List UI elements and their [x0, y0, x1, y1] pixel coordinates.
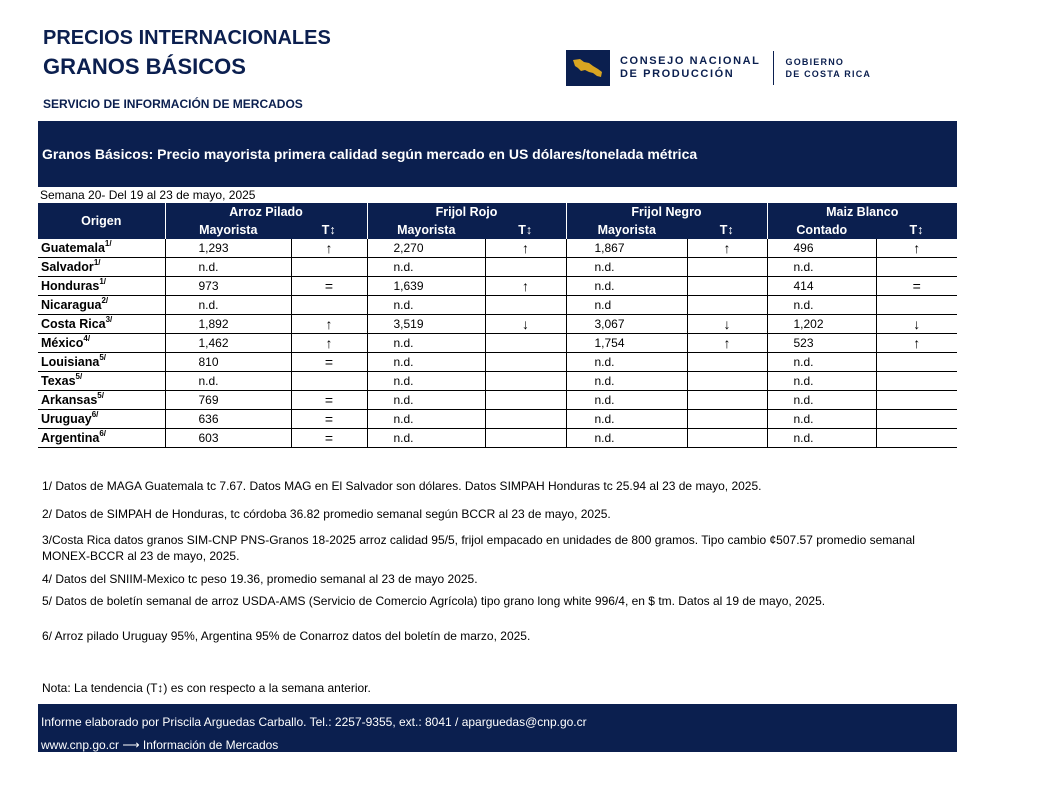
- price-cell: n.d.: [767, 296, 876, 315]
- trend-cell: [291, 258, 367, 277]
- price-cell: n.d.: [566, 277, 687, 296]
- trend-cell: [485, 334, 566, 353]
- price-cell: n.d.: [165, 296, 291, 315]
- trend-cell: ↑: [291, 239, 367, 258]
- trend-cell: [876, 429, 957, 448]
- trend-cell: ↓: [485, 315, 566, 334]
- table-row: [38, 258, 957, 277]
- trend-cell: [876, 296, 957, 315]
- trend-cell: ↑: [485, 277, 566, 296]
- trend-cell: [687, 296, 767, 315]
- price-cell: n.d.: [367, 353, 485, 372]
- price-cell: n.d.: [367, 258, 485, 277]
- trend-cell: [687, 258, 767, 277]
- footnote-3: 3/Costa Rica datos granos SIM-CNP PNS-Granos 18-2025 arroz calidad 95/5, frijol empacado en unidades de 800 gramos. Tipo cambio ¢507.57 promedio semanal MONEX-BCCR al 23 de mayo, 2025.: [42, 533, 915, 563]
- table-row: [38, 296, 957, 315]
- price-cell: n.d.: [367, 372, 485, 391]
- table-row: [38, 410, 957, 429]
- subheader-mayorista: Mayorista: [165, 221, 291, 239]
- price-cell: n.d.: [566, 410, 687, 429]
- subheader-mayorista: Mayorista: [367, 221, 485, 239]
- cnp-logo-text: CONSEJO NACIONAL DE PRODUCCIÓN: [620, 55, 761, 80]
- trend-cell: [291, 296, 367, 315]
- trend-cell: [687, 410, 767, 429]
- table-row: [38, 334, 957, 353]
- subheader-trend: T↕: [687, 221, 767, 239]
- trend-cell: [485, 353, 566, 372]
- trend-cell: ↑: [291, 315, 367, 334]
- trend-cell: [876, 353, 957, 372]
- trend-note: Nota: La tendencia (T↕) es con respecto a la semana anterior.: [42, 681, 371, 695]
- price-cell: n.d.: [367, 296, 485, 315]
- trend-cell: [485, 429, 566, 448]
- price-cell: 1,639: [367, 277, 485, 296]
- price-cell: 1,892: [165, 315, 291, 334]
- price-cell: n.d.: [367, 334, 485, 353]
- group-header-arroz: Arroz Pilado: [165, 203, 367, 221]
- cnp-logo: [566, 50, 871, 86]
- trend-cell: [687, 277, 767, 296]
- row-origin: Uruguay$^{6/}$: [38, 410, 165, 429]
- price-cell: n.d: [566, 296, 687, 315]
- price-cell: 3,067: [566, 315, 687, 334]
- table-row: [38, 353, 957, 372]
- trend-cell: [876, 410, 957, 429]
- service-label: SERVICIO DE INFORMACIÓN DE MERCADOS: [43, 97, 303, 111]
- price-cell: n.d.: [767, 258, 876, 277]
- trend-cell: =: [291, 429, 367, 448]
- row-origin: Texas$^{5/}$: [38, 372, 165, 391]
- price-cell: 973: [165, 277, 291, 296]
- price-cell: n.d.: [566, 258, 687, 277]
- page-title: PRECIOS INTERNACIONALES: [43, 27, 331, 49]
- group-header-frijol-negro: Frijol Negro: [566, 203, 767, 221]
- trend-cell: [687, 372, 767, 391]
- price-cell: 3,519: [367, 315, 485, 334]
- price-cell: n.d.: [165, 372, 291, 391]
- price-cell: 769: [165, 391, 291, 410]
- price-cell: 810: [165, 353, 291, 372]
- trend-cell: ↑: [687, 239, 767, 258]
- price-cell: n.d.: [767, 372, 876, 391]
- report-footer: [38, 704, 957, 752]
- price-cell: 636: [165, 410, 291, 429]
- footer-author: Informe elaborado por Priscila Arguedas Carballo. Tel.: 2257-9355, ext.: 8041 / aparguedas@cnp.go.cr: [41, 715, 587, 729]
- trend-cell: ↑: [876, 239, 957, 258]
- price-cell: n.d.: [767, 429, 876, 448]
- row-origin: Salvador$^{1/}$: [38, 258, 165, 277]
- row-origin: México$^{4/}$: [38, 334, 165, 353]
- row-origin: Costa Rica$^{3/}$: [38, 315, 165, 334]
- table-row: [38, 429, 957, 448]
- trend-cell: ↑: [687, 334, 767, 353]
- trend-cell: =: [291, 391, 367, 410]
- table-banner: Granos Básicos: Precio mayorista primera calidad según mercado en US dólares/tonelada métrica: [38, 121, 957, 187]
- price-cell: n.d.: [566, 372, 687, 391]
- subheader-trend: T↕: [485, 221, 566, 239]
- group-header-maiz-blanco: Maiz Blanco: [767, 203, 957, 221]
- subheader-contado: Contado: [767, 221, 876, 239]
- costa-rica-map-icon: [566, 50, 610, 86]
- price-cell: 1,462: [165, 334, 291, 353]
- row-origin: Nicaragua$^{2/}$: [38, 296, 165, 315]
- trend-cell: ↓: [876, 315, 957, 334]
- trend-cell: =: [291, 410, 367, 429]
- trend-cell: =: [876, 277, 957, 296]
- trend-cell: [485, 410, 566, 429]
- trend-cell: [485, 296, 566, 315]
- row-origin: Guatemala$^{1/}$: [38, 239, 165, 258]
- table-row: [38, 239, 957, 258]
- price-cell: 414: [767, 277, 876, 296]
- trend-cell: [485, 258, 566, 277]
- row-origin: Arkansas$^{5/}$: [38, 391, 165, 410]
- footnote-4: 4/ Datos del SNIIM-Mexico tc peso 19.36, promedio semanal al 23 de mayo 2025.: [42, 572, 478, 586]
- week-label: Semana 20- Del 19 al 23 de mayo, 2025: [40, 188, 256, 202]
- price-cell: 1,867: [566, 239, 687, 258]
- price-cell: n.d.: [367, 391, 485, 410]
- price-cell: n.d.: [566, 391, 687, 410]
- price-cell: n.d.: [767, 353, 876, 372]
- origin-header: Origen: [38, 203, 165, 239]
- trend-cell: [876, 391, 957, 410]
- trend-cell: [876, 258, 957, 277]
- price-cell: 496: [767, 239, 876, 258]
- price-cell: n.d.: [566, 353, 687, 372]
- subheader-mayorista: Mayorista: [566, 221, 687, 239]
- price-cell: 1,754: [566, 334, 687, 353]
- footnote-5: 5/ Datos de boletín semanal de arroz USDA-AMS (Servicio de Comercio Agrícola) tipo grano long white 996/4, en $ tm. Datos al 19 de mayo, 2025.: [42, 594, 826, 608]
- trend-cell: [876, 372, 957, 391]
- price-cell: 1,202: [767, 315, 876, 334]
- row-origin: Louisiana$^{5/}$: [38, 353, 165, 372]
- footer-link[interactable]: www.cnp.go.cr ⟶ Información de Mercados: [41, 738, 279, 752]
- logo-divider: [773, 51, 774, 85]
- price-cell: n.d.: [566, 429, 687, 448]
- trend-cell: ↑: [876, 334, 957, 353]
- table-row: [38, 277, 957, 296]
- trend-cell: [485, 372, 566, 391]
- trend-cell: [485, 391, 566, 410]
- footnote-6: 6/ Arroz pilado Uruguay 95%, Argentina 95% de Conarroz datos del boletín de marzo, 2025.: [42, 629, 531, 643]
- price-cell: 1,293: [165, 239, 291, 258]
- trend-cell: [687, 391, 767, 410]
- footnote-1: 1/ Datos de MAGA Guatemala tc 7.67. Datos MAG en El Salvador son dólares. Datos SIMPAH Honduras tc 25.94 al 23 de mayo, 2025.: [42, 479, 762, 493]
- trend-cell: ↓: [687, 315, 767, 334]
- footnote-2: 2/ Datos de SIMPAH de Honduras, tc córdoba 36.82 promedio semanal según BCCR al 23 de mayo, 2025.: [42, 507, 611, 521]
- trend-cell: [291, 372, 367, 391]
- row-origin: Argentina$^{6/}$: [38, 429, 165, 448]
- price-cell: n.d.: [165, 258, 291, 277]
- price-cell: n.d.: [767, 410, 876, 429]
- trend-cell: [687, 353, 767, 372]
- table-row: [38, 372, 957, 391]
- table-row: [38, 315, 957, 334]
- page-subtitle: GRANOS BÁSICOS: [43, 54, 246, 79]
- price-cell: 523: [767, 334, 876, 353]
- trend-cell: ↑: [291, 334, 367, 353]
- price-cell: 603: [165, 429, 291, 448]
- trend-cell: =: [291, 353, 367, 372]
- trend-cell: [687, 429, 767, 448]
- gobierno-logo-text: GOBIERNO DE COSTA RICA: [785, 57, 872, 79]
- table-row: [38, 391, 957, 410]
- subheader-trend: T↕: [876, 221, 957, 239]
- price-cell: n.d.: [367, 429, 485, 448]
- row-origin: Honduras$^{1/}$: [38, 277, 165, 296]
- price-cell: 2,270: [367, 239, 485, 258]
- price-cell: n.d.: [767, 391, 876, 410]
- trend-cell: ↑: [485, 239, 566, 258]
- prices-table: [38, 203, 957, 448]
- subheader-trend: T↕: [291, 221, 367, 239]
- trend-cell: =: [291, 277, 367, 296]
- group-header-frijol-rojo: Frijol Rojo: [367, 203, 566, 221]
- price-cell: n.d.: [367, 410, 485, 429]
